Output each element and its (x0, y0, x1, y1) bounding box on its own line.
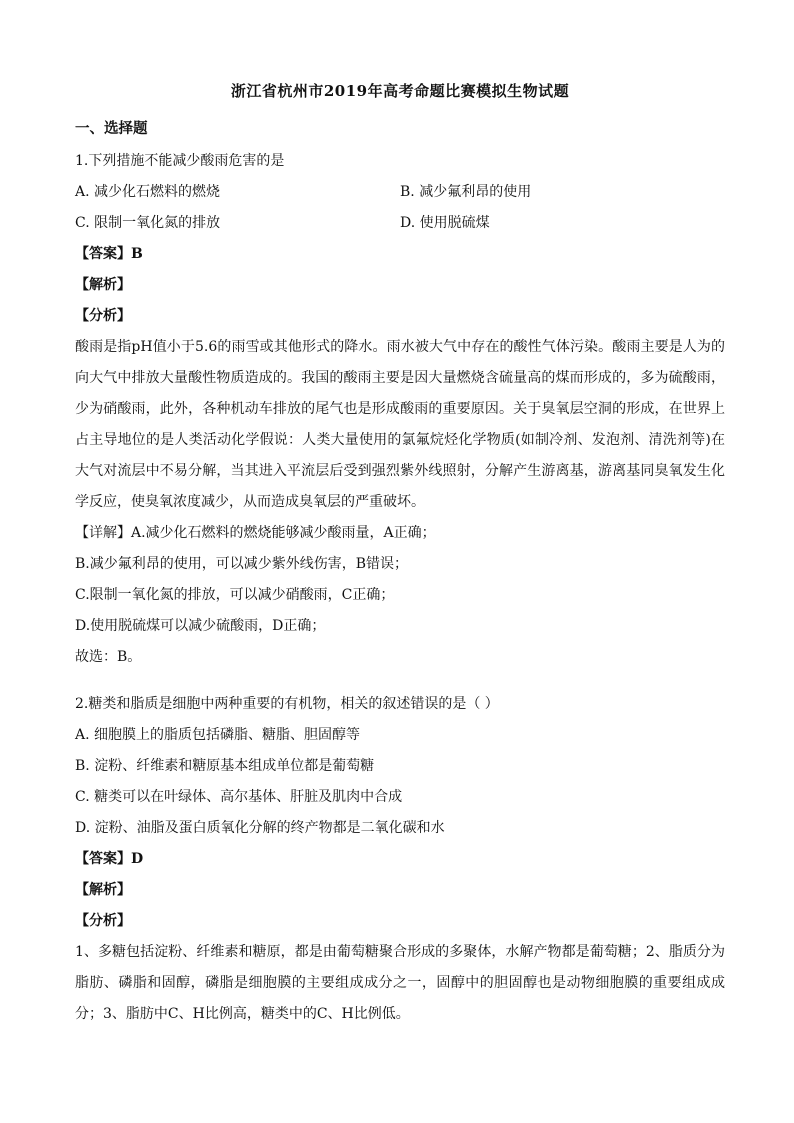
question-1-options (75, 177, 725, 239)
document-page (75, 80, 725, 1030)
q1-detail-line: D.使用脱硫煤可以减少硫酸雨，D正确； (75, 618, 326, 634)
q1-fenxi-label: 【分析】 (75, 308, 131, 324)
q2-option-c: C. 糖类可以在叶绿体、高尔基体、肝脏及肌肉中合成 (75, 789, 403, 805)
q1-detail-line: C.限制一氧化氮的排放，可以减少硝酸雨，C正确； (75, 587, 395, 603)
q2-option-b: B. 淀粉、纤维素和糖原基本组成单位都是葡萄糖 (75, 758, 375, 774)
q2-fenxi-label: 【分析】 (75, 913, 131, 929)
q1-option-c: C. 限制一氧化氮的排放 (75, 215, 221, 231)
q1-option-b: B. 减少氟利昂的使用 (400, 184, 532, 200)
question-1-stem: 1.下列措施不能减少酸雨危害的是 (75, 153, 285, 169)
q2-option-d: D. 淀粉、油脂及蛋白质氧化分解的终产物都是二氧化碳和水 (75, 820, 445, 836)
q1-analysis-label: 【解析】 (75, 277, 131, 293)
q2-analysis-text: 1、多糖包括淀粉、纤维素和糖原，都是由葡萄糖聚合形成的多聚体，水解产物都是葡萄糖；2、脂质分为脂肪、磷脂和固醇，磷脂是细胞膜的主要组成成分之一，固醇中的胆固醇也是动物细胞膜的重要组成成分；3、脂肪中C、H比例高，糖类中的C、H比例低。 (75, 944, 725, 1022)
document-title: 浙江省杭州市2019年高考命题比赛模拟生物试题 (230, 82, 570, 100)
q1-detail-line: B.减少氟利昂的使用，可以减少紫外线伤害，B错误； (75, 556, 409, 572)
q1-option-d: D. 使用脱硫煤 (400, 215, 490, 231)
question-2-stem: 2.糖类和脂质是细胞中两种重要的有机物，相关的叙述错误的是（ ） (75, 696, 499, 712)
q1-analysis-text: 酸雨是指pH值小于5.6的雨雪或其他形式的降水。雨水被大气中存在的酸性气体污染。酸雨主要是人为的向大气中排放大量酸性物质造成的。我国的酸雨主要是因大量燃烧含硫量高的煤而形成的，多为硫酸雨，少为硝酸雨，此外，各种机动车排放的尾气也是形成酸雨的重要原因。关于臭氧层空洞的形成，在世界上占主导地位的是人类活动化学假说：人类大量使用的氯氟烷烃化学物质(如制冷剂、发泡剂、清洗剂等)在大气对流层中不易分解，当其进入平流层后受到强烈紫外线照射，分解产生游离基，游离基同臭氧发生化学反应，使臭氧浓度减少，从而造成臭氧层的严重破坏。 (75, 339, 725, 510)
q1-detail-line: 【详解】A.减少化石燃料的燃烧能够减少酸雨量，A正确； (75, 525, 436, 541)
q1-answer: 【答案】B (75, 246, 143, 262)
q1-option-a: A. 减少化石燃料的燃烧 (75, 184, 221, 200)
q2-answer: 【答案】D (75, 851, 144, 867)
q2-analysis-label: 【解析】 (75, 882, 131, 898)
q2-option-a: A. 细胞膜上的脂质包括磷脂、糖脂、胆固醇等 (75, 727, 361, 743)
q1-conclusion: 故选：B。 (75, 649, 142, 665)
section-heading: 一、选择题 (75, 120, 148, 137)
